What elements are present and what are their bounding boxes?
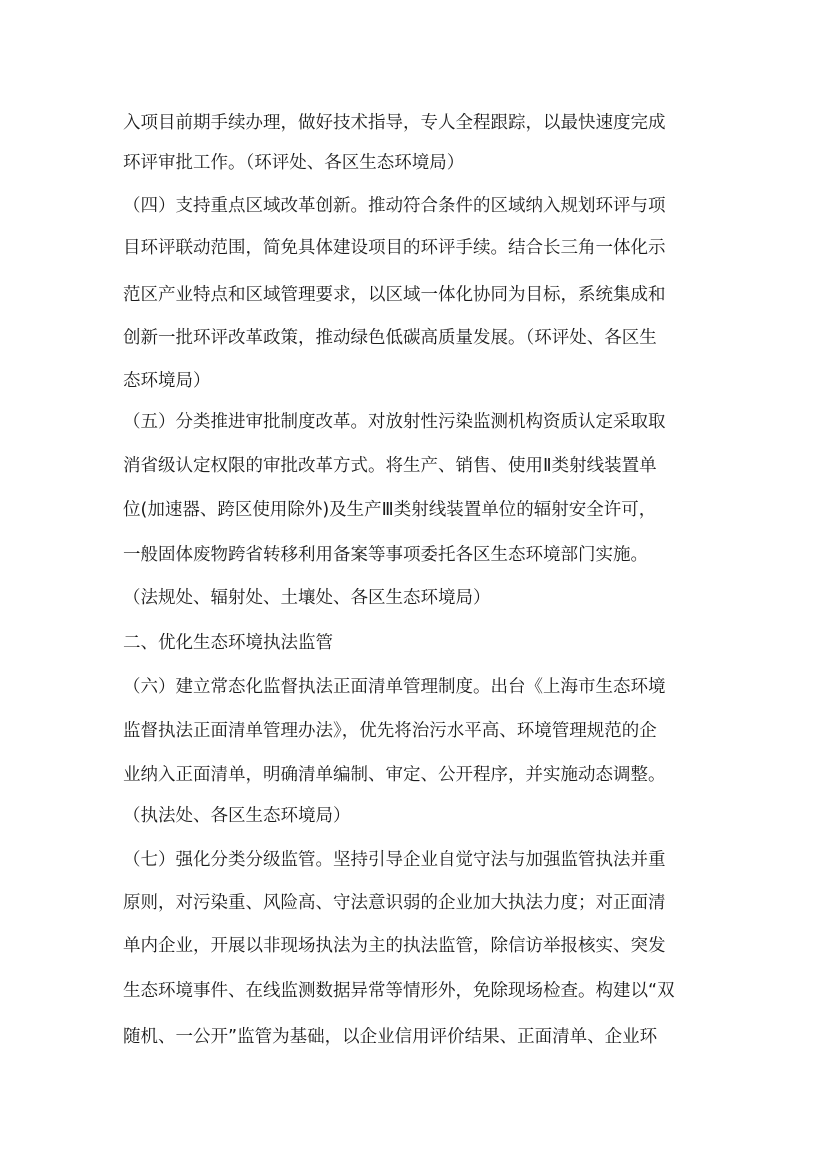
paragraph-line: 单内企业，开展以非现场执法为主的执法监管，除信访举报核实、突发 [123,936,666,956]
paragraph-line: 业纳入正面清单，明确清单编制、审定、公开程序，并实施动态调整。 [123,765,666,785]
paragraph-line: 消省级认定权限的审批改革方式。将生产、销售、使用Ⅱ类射线装置单 [123,456,657,476]
paragraph-line: （七）强化分类分级监管。坚持引导企业自觉守法与加强监管执法并重 [123,850,666,870]
section-heading: 二、优化生态环境执法监管 [123,633,333,653]
paragraph-line: 位(加速器、跨区使用除外)及生产Ⅲ类射线装置单位的辐射安全许可， [123,500,657,520]
paragraph-line: 态环境局） [123,371,211,391]
paragraph-line: （四）支持重点区域改革创新。推动符合条件的区域纳入规划环评与项 [123,196,666,216]
paragraph-line: 范区产业特点和区域管理要求，以区域一体化协同为目标，系统集成和 [123,285,666,305]
paragraph-line: 原则，对污染重、风险高、守法意识弱的企业加大执法力度；对正面清 [123,893,666,913]
paragraph-line: 入项目前期手续办理，做好技术指导，专人全程跟踪，以最快速度完成 [123,113,666,133]
paragraph-line: 生态环境事件、在线监测数据异常等情形外，免除现场检查。构建以“双 [123,981,675,1001]
paragraph-line: 随机、一公开”监管为基础，以企业信用评价结果、正面清单、企业环 [123,1027,658,1047]
paragraph-line: （法规处、辐射处、土壤处、各区生态环境局） [123,588,491,608]
paragraph-line: 创新一批环评改革政策，推动绿色低碳高质量发展。（环评处、各区生 [123,328,657,348]
paragraph-line: 监督执法正面清单管理办法》，优先将治污水平高、环境管理规范的企 [123,721,657,741]
paragraph-line: （执法处、各区生态环境局） [123,806,351,826]
paragraph-line: （六）建立常态化监督执法正面清单管理制度。出台《上海市生态环境 [123,677,666,697]
paragraph-line: 一般固体废物跨省转移利用备案等事项委托各区生态环境部门实施。 [123,545,648,565]
paragraph-line: （五）分类推进审批制度改革。对放射性污染监测机构资质认定采取取 [123,412,666,432]
paragraph-line: 目环评联动范围，简免具体建设项目的环评手续。结合长三角一体化示 [123,238,666,258]
paragraph-line: 环评审批工作。（环评处、各区生态环境局） [123,153,465,173]
